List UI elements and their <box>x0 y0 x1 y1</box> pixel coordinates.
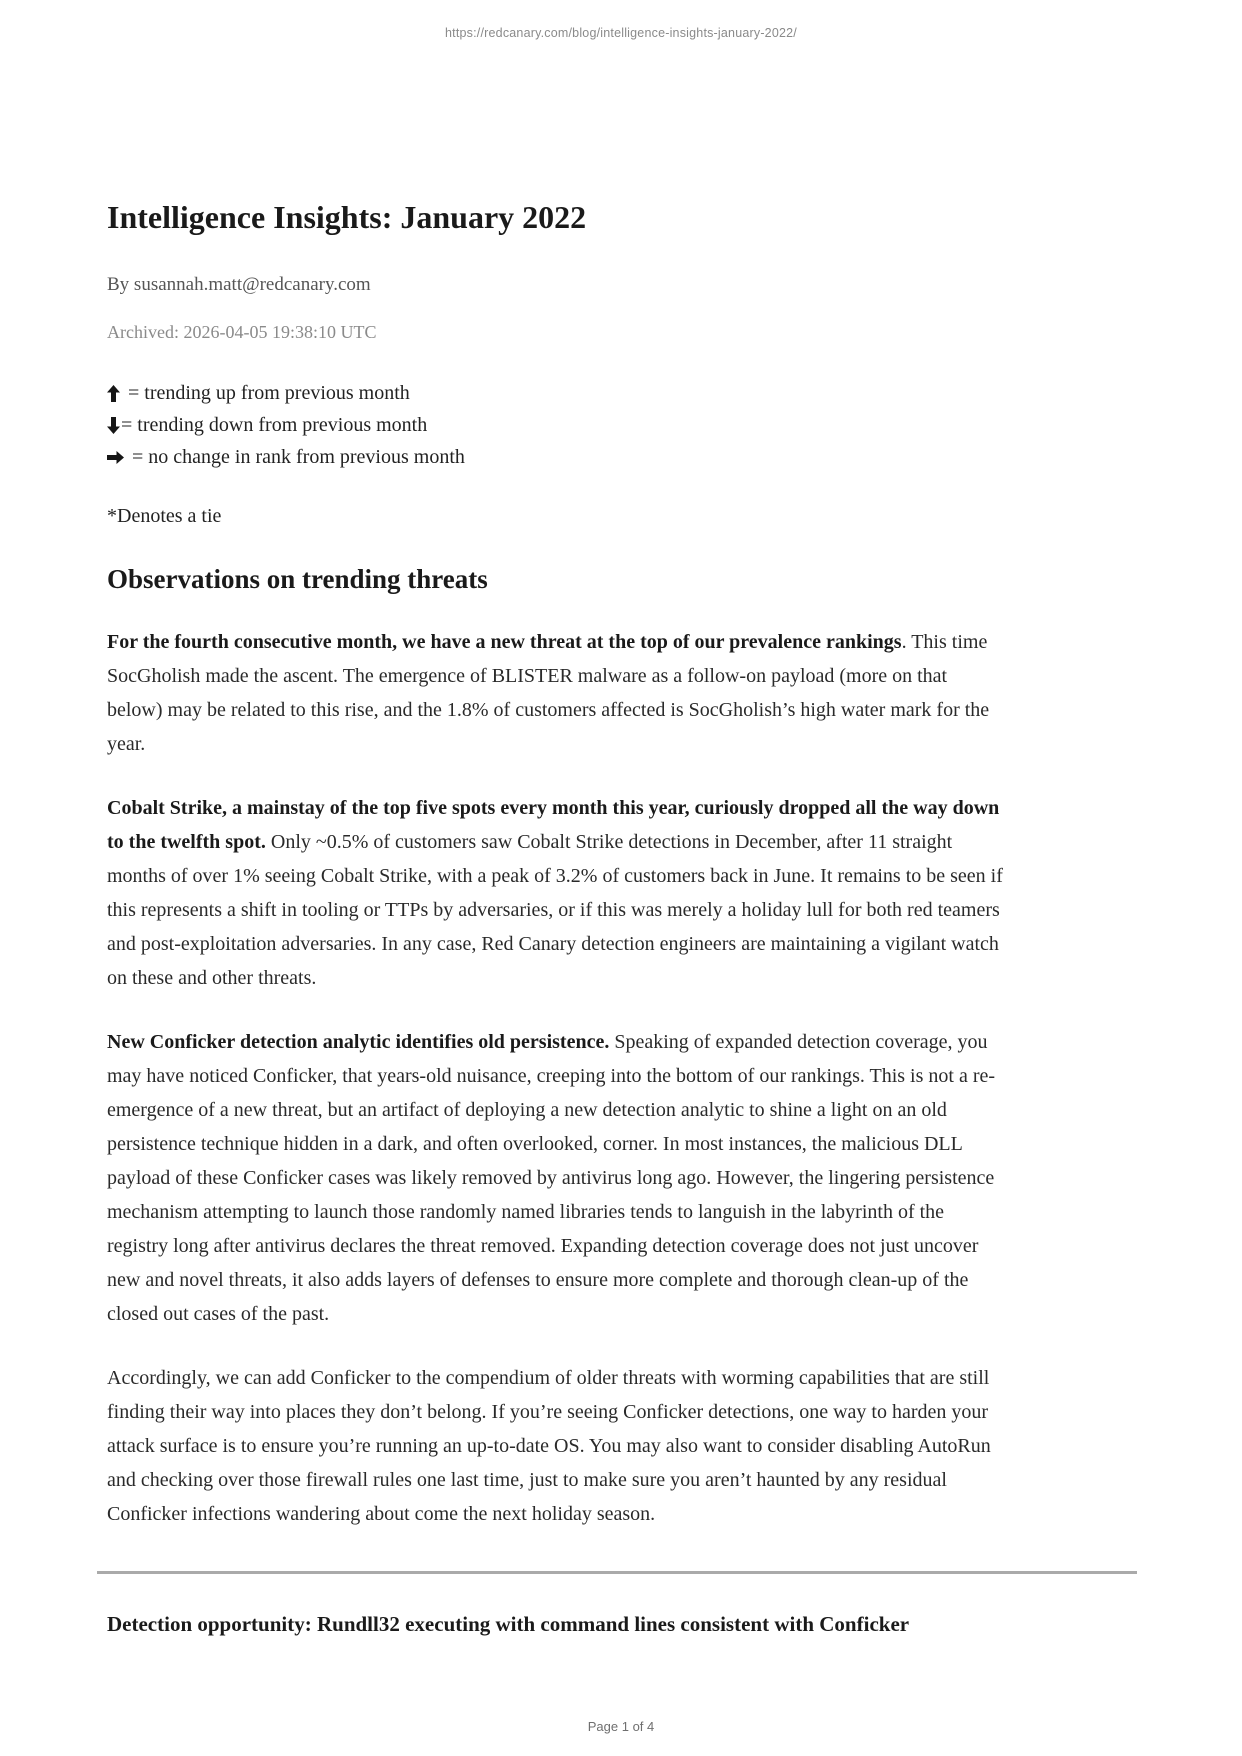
paragraph-lead: For the fourth consecutive month, we have a new threat at the top of our prevalence rankings <box>107 631 902 654</box>
legend-row-trending-up <box>107 377 1007 409</box>
paragraph-conficker <box>107 1025 1007 1331</box>
paragraph-accordingly <box>107 1361 1007 1531</box>
paragraph-socgholish <box>107 625 1007 761</box>
byline: By susannah.matt@redcanary.com <box>107 274 371 296</box>
archived-timestamp: Archived: 2026-04-05 19:38:10 UTC <box>107 322 377 343</box>
paragraph-text: Accordingly, we can add Conficker to the compendium of older threats with worming capabilities that are still finding their way into places they don’t belong. If you’re seeing Conficker detections, one way to harden your attack surface is to ensure you’re running an up-to-date OS. You may also want to consider disabling AutoRun and checking over those firewall rules one last time, just to make sure you aren’t haunted by any residual Conficker infections wandering about come the next holiday season. <box>107 1367 991 1526</box>
detection-opportunity-heading: Detection opportunity: Rundll32 executing with command lines consistent with Conficker <box>107 1612 910 1637</box>
up-arrow-icon <box>107 385 120 402</box>
legend-text: = no change in rank from previous month <box>132 445 465 468</box>
legend-row-trending-down <box>107 409 1007 441</box>
paragraph-lead: Cobalt Strike, a mainstay of the top five spots every month this year, curiously dropped all the way down to the twelfth spot. <box>107 797 1000 854</box>
paragraph-lead: New Conficker detection analytic identifies old persistence. <box>107 1031 610 1054</box>
article-body <box>107 198 1007 1531</box>
section-heading: Observations on trending threats <box>107 564 488 595</box>
section-divider <box>97 1571 1137 1574</box>
right-arrow-icon <box>107 451 124 464</box>
paragraph-cobalt-strike <box>107 791 1007 995</box>
paragraph-text: Speaking of expanded detection coverage, you may have noticed Conficker, that years-old nuisance, creeping into the bottom of our rankings. This is not a re-emergence of a new threat, but an artifact of deploying a new detection analytic to shine a light on an old persistence technique hidden in a dark, and often overlooked, corner. In most instances, the malicious DLL payload of these Conficker cases was likely removed by antivirus long ago. However, the lingering persistence mechanism attempting to launch those randomly named libraries tends to languish in the labyrinth of the registry long after antivirus declares the threat removed. Expanding detection coverage does not just uncover new and novel threats, it also adds layers of defenses to ensure more complete and thorough clean-up of the closed out cases of the past. <box>107 1031 996 1326</box>
down-arrow-icon <box>107 417 120 434</box>
tie-note: *Denotes a tie <box>107 505 222 528</box>
legend-text: = trending down from previous month <box>121 413 428 436</box>
legend-row-no-change <box>107 441 1007 473</box>
paragraph-text: Only ~0.5% of customers saw Cobalt Strike detections in December, after 11 straight months of over 1% seeing Cobalt Strike, with a peak of 3.2% of customers back in June. It remains to be seen if this represents a shift in tooling or TTPs by adversaries, or if this was merely a holiday lull for both red teamers and post-exploitation adversaries. In any case, Red Canary detection engineers are maintaining a vigilant watch on these and other threats. <box>107 831 1003 990</box>
trend-legend <box>107 377 1007 473</box>
paragraph-text: . This time SocGholish made the ascent. The emergence of BLISTER malware as a follow-on payload (more on that below) may be related to this rise, and the 1.8% of customers affected is SocGholish’s high water mark for the year. <box>107 631 990 756</box>
page-url: https://redcanary.com/blog/intelligence-insights-january-2022/ <box>445 26 797 40</box>
page-number: Page 1 of 4 <box>587 1719 655 1734</box>
legend-text: = trending up from previous month <box>128 381 410 404</box>
page-title: Intelligence Insights: January 2022 <box>107 199 587 235</box>
